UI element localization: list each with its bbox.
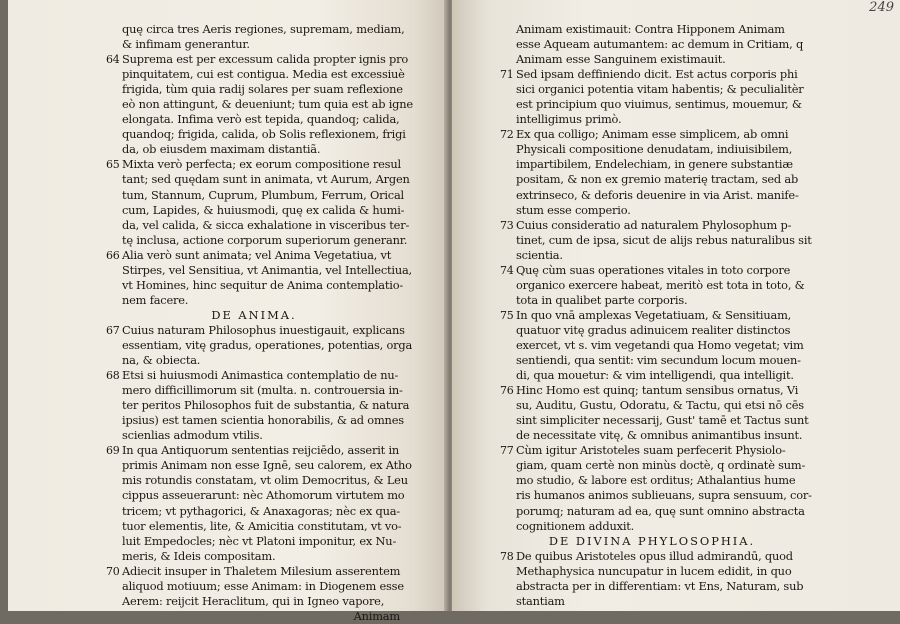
line-text: mero difficillimorum sit (multa. n. controuersia in- <box>122 383 403 398</box>
text-line <box>108 609 400 624</box>
line-text: Suprema est per excessum calida propter ignis pro <box>122 52 409 67</box>
text-line <box>108 172 410 187</box>
line-text: tinet, cum de ipsa, sicut de alijs rebus naturalibus sit <box>516 232 812 247</box>
line-text: ter peritos Philosophos fuit de substantia, & natura <box>122 398 410 413</box>
text-line <box>108 248 400 263</box>
text-line <box>108 473 408 488</box>
line-text: cognitionem adduxit. <box>516 518 635 533</box>
line-text: sentiendi, qua sentit: vim secundum locum mouen- <box>516 353 801 368</box>
text-line <box>108 187 404 203</box>
text-line <box>108 443 400 458</box>
text-line <box>108 112 400 127</box>
line-text: stum esse comperio. <box>516 202 631 217</box>
line-text: impartibilem, Endelechiam, in genere substantiæ <box>516 157 793 172</box>
line-text: Animam existimauit: Contra Hipponem Animam <box>516 22 785 36</box>
line-text: ipsius) est tamen scientia honorabilis, & ad omnes <box>122 413 404 428</box>
text-line <box>502 52 802 67</box>
text-line <box>108 232 408 248</box>
paragraph-number: 74 <box>500 263 514 277</box>
line-text: ris humanos animos sublieuans, supra sensuum, cor- <box>516 488 812 503</box>
line-text: Mixta verò perfecta; ex eorum compositione resul <box>122 157 401 172</box>
text-line <box>502 323 802 338</box>
text-line <box>502 248 802 263</box>
paragraph-number: 78 <box>500 549 514 563</box>
line-text: De quibus Aristoteles opus illud admirandū, quod <box>516 548 793 563</box>
paragraph-number: 67 <box>106 323 120 337</box>
text-line <box>108 564 400 579</box>
text-line <box>108 337 413 353</box>
line-text: di, qua mouetur: & vim intelligendi, qua intelligit. <box>516 368 794 383</box>
text-line <box>108 488 405 503</box>
text-line <box>502 398 802 413</box>
line-text: da, ob eiusdem maximam distantiã. <box>122 142 321 157</box>
text-line <box>502 534 802 549</box>
text-line <box>108 142 400 157</box>
text-line <box>502 97 802 112</box>
line-text: tuor elementis, lite, & Amicitia constitutam, vt vo- <box>122 518 402 533</box>
line-text: & infimam generantur. <box>122 37 250 52</box>
line-text: Ex qua colligo; Animam esse simplicem, ab omni <box>516 127 789 142</box>
text-line <box>502 232 812 248</box>
text-line <box>108 202 405 218</box>
line-text: Animam esse Sanguinem existimauit. <box>516 52 726 67</box>
line-text: tant; sed quędam sunt in animata, vt Aurum, Argen <box>122 172 410 187</box>
text-line <box>502 549 802 564</box>
line-text: est principium quo viuimus, sentimus, mouemur, & <box>516 97 802 112</box>
text-line <box>108 594 400 609</box>
text-line <box>108 308 400 323</box>
line-text: elongata. Infima verò est tepida, quandoq; calida, <box>122 112 400 127</box>
text-line <box>502 203 802 218</box>
line-text: stantiam <box>516 593 565 608</box>
text-line <box>108 549 400 564</box>
paragraph-number: 76 <box>500 384 514 398</box>
line-text: meris, & Ideis compositam. <box>122 548 276 563</box>
line-text: abstracta per in differentiam: vt Ens, Naturam, sub <box>516 578 804 593</box>
line-text: luit Empedocles; nèc vt Platoni imponitur, ex Nu- <box>122 533 397 548</box>
text-line <box>502 579 802 594</box>
line-text: tricem; vt pythagorici, & Anaxagoras; nèc ex qua- <box>122 503 400 518</box>
text-line <box>502 428 802 443</box>
text-line <box>108 67 405 82</box>
section-heading: DE ANIMA. <box>211 307 297 322</box>
paragraph-number: 66 <box>106 248 120 262</box>
text-line <box>108 413 404 428</box>
text-line <box>502 293 802 308</box>
text-line <box>108 82 403 97</box>
line-text: aliquod motiuum; esse Animam: in Diogenem esse <box>122 578 404 593</box>
line-text: exercet, vt s. vim vegetandi qua Homo vegetat; vim <box>516 337 804 352</box>
text-line <box>502 82 802 97</box>
line-text: de necessitate vitę, & omnibus animantibus insunt. <box>516 428 803 443</box>
line-text: porumq; naturam ad ea, quę sunt omnino abstracta <box>516 503 805 518</box>
paragraph-number: 73 <box>500 218 514 232</box>
left-page-text <box>106 22 413 624</box>
line-text: Etsi si huiusmodi Animastica contemplatio de nu- <box>122 368 399 383</box>
line-text: frigida, tùm quia radij solares per suam reflexione <box>122 82 403 97</box>
line-text: tę inclusa, actione corporum superiorum generanr. <box>122 232 408 247</box>
text-line <box>108 368 400 383</box>
text-line <box>108 22 405 37</box>
line-text: cum, Lapides, & huiusmodi, quę ex calida & humi- <box>122 202 405 217</box>
line-text: organico exercere habeat, meritò est tota in toto, & <box>516 277 805 292</box>
line-text: giam, quam certè non minùs doctè, q ordinatè sum- <box>516 458 806 473</box>
line-text: primis Animam non esse Ignē, seu calorem, ex Atho <box>122 458 412 473</box>
text-line <box>502 353 802 368</box>
paragraph-number: 77 <box>500 444 514 458</box>
line-text: quandoq; frigida, calida, ob Solis reflexionem, frigi <box>122 127 406 142</box>
line-text: intelligimus primò. <box>516 112 622 127</box>
text-line <box>108 277 404 293</box>
line-text: mo studio, & labore est orditus; Athalantius hume <box>516 473 796 488</box>
text-line <box>108 428 400 443</box>
text-line <box>108 157 400 172</box>
section-heading: DE DIVINA PHYLOSOPHIA. <box>548 533 756 548</box>
text-line <box>502 172 802 187</box>
text-line <box>106 52 409 67</box>
text-line <box>502 112 802 127</box>
text-line <box>502 263 802 278</box>
text-line <box>108 217 410 233</box>
line-text: Cùm igitur Aristoteles suam perfecerit Physiolo- <box>516 443 786 458</box>
line-text: da, vel calida, & sicca exhalatione in visceribus ter- <box>122 217 410 232</box>
text-line <box>108 398 410 413</box>
page-number: 249 <box>869 0 894 15</box>
text-line <box>108 578 404 594</box>
line-text: mis rotundis constatam, vt olim Democritus, & Leu <box>122 473 408 488</box>
line-text: tota in qualibet parte corporis. <box>516 292 688 307</box>
text-line <box>108 262 412 278</box>
text-line <box>502 338 802 353</box>
line-text: quę circa tres Aeris regiones, supremam, mediam, <box>122 22 405 36</box>
paragraph-number: 68 <box>106 369 120 383</box>
text-line <box>502 443 802 458</box>
text-line <box>108 37 400 52</box>
line-text: Cuius naturam Philosophus inuestigauit, explicans <box>122 322 405 337</box>
line-text: Hinc Homo est quinq; tantum sensibus ornatus, Vi <box>516 383 799 398</box>
text-line <box>108 293 400 308</box>
line-text: tum, Stannum, Cuprum, Plumbum, Ferrum, Orical <box>122 187 404 202</box>
line-text: In qua Antiquorum sententias reijciēdo, asserit in <box>122 443 400 458</box>
text-line <box>502 308 802 323</box>
line-text: positam, & non ex gremio materię tractam, sed ab <box>516 172 799 187</box>
paragraph-number: 69 <box>106 444 120 458</box>
text-line <box>502 218 802 233</box>
paragraph-number: 72 <box>500 128 514 142</box>
line-text: Animam <box>353 608 400 623</box>
line-text: eò non attingunt, & deueniunt; tum quia est ab igne <box>122 97 413 112</box>
text-line <box>502 458 806 473</box>
text-line <box>502 503 805 519</box>
text-line <box>502 142 802 157</box>
line-text: Aerem: reijcit Heraclitum, qui in Igneo vapore, <box>122 593 385 608</box>
line-text: Sed ipsam deffiniendo dicit. Est actus corporis phi <box>516 67 798 82</box>
text-line <box>108 97 413 112</box>
text-line <box>502 22 802 37</box>
text-line <box>108 519 400 534</box>
paragraph-number: 71 <box>500 68 514 82</box>
line-text: Physicali compositione denudatam, indiuisibilem, <box>516 142 793 157</box>
line-text: sici organici potentia vitam habentis; & peculialitèr <box>516 82 804 97</box>
text-line <box>502 413 809 428</box>
text-line <box>502 564 802 579</box>
right-page-text <box>500 22 812 609</box>
line-text: scientia. <box>516 247 563 262</box>
right-page <box>452 0 900 611</box>
text-line <box>108 127 406 142</box>
text-line <box>502 277 805 293</box>
paragraph-number: 64 <box>106 53 120 67</box>
text-line <box>502 368 802 383</box>
paragraph-number: 70 <box>106 564 120 578</box>
text-line <box>502 127 802 142</box>
line-text: Quę cùm suas operationes vitales in toto corpore <box>516 262 791 277</box>
text-line <box>108 504 400 519</box>
text-line <box>502 519 802 534</box>
line-text: vt Homines, hinc sequitur de Anima contemplatio- <box>122 277 404 292</box>
line-text: Alia verò sunt animata; vel Anima Vegetatiua, vt <box>122 247 392 262</box>
line-text: Cuius consideratio ad naturalem Phylosophum p- <box>516 217 792 232</box>
paragraph-number: 65 <box>106 158 120 172</box>
text-line <box>502 473 802 488</box>
text-line <box>502 37 802 52</box>
left-page <box>8 0 448 623</box>
line-text: scienlias admodum vtilis. <box>122 428 263 443</box>
line-text: sint simpliciter necessarij, Gust' tamē et Tactus sunt <box>516 413 809 428</box>
line-text: su, Auditu, Gustu, Odoratu, & Tactu, qui etsi nō cēs <box>516 398 804 413</box>
text-line <box>502 157 802 172</box>
line-text: essentiam, vitę gradus, operationes, potentias, orga <box>122 337 413 352</box>
line-text: Methaphysica nuncupatur in lucem edidit, in quo <box>516 563 792 578</box>
line-text: In quo vnā amplexas Vegetatiuam, & Sensitiuam, <box>516 307 792 322</box>
line-text: quatuor vitę gradus adinuicem realiter distinctos <box>516 322 791 337</box>
text-line <box>502 188 802 203</box>
text-line <box>108 534 400 549</box>
line-text: esse Aqueam autumantem: ac demum in Critiam, q <box>516 37 804 52</box>
text-line <box>108 353 400 368</box>
line-text: Adiecit insuper in Thaletem Milesium asserentem <box>122 563 401 578</box>
line-text: nem facere. <box>122 292 189 307</box>
text-line <box>108 458 412 473</box>
line-text: pinquitatem, cui est contigua. Media est excessiuè <box>122 67 405 82</box>
text-line <box>502 488 812 503</box>
line-text: Stirpes, vel Sensitiua, vt Animantia, vel Intellectiua, <box>122 262 412 277</box>
text-line <box>502 594 802 609</box>
paragraph-number: 75 <box>500 308 514 322</box>
text-line <box>108 383 403 398</box>
line-text: cippus asseuerarunt: nèc Athomorum virtutem mo <box>122 488 405 503</box>
line-text: na, & obiecta. <box>122 353 201 368</box>
text-line <box>106 322 405 338</box>
text-line <box>502 67 802 82</box>
text-line <box>502 383 802 398</box>
line-text: extrinseco, & deforis deuenire in via Arist. manife- <box>516 187 799 202</box>
